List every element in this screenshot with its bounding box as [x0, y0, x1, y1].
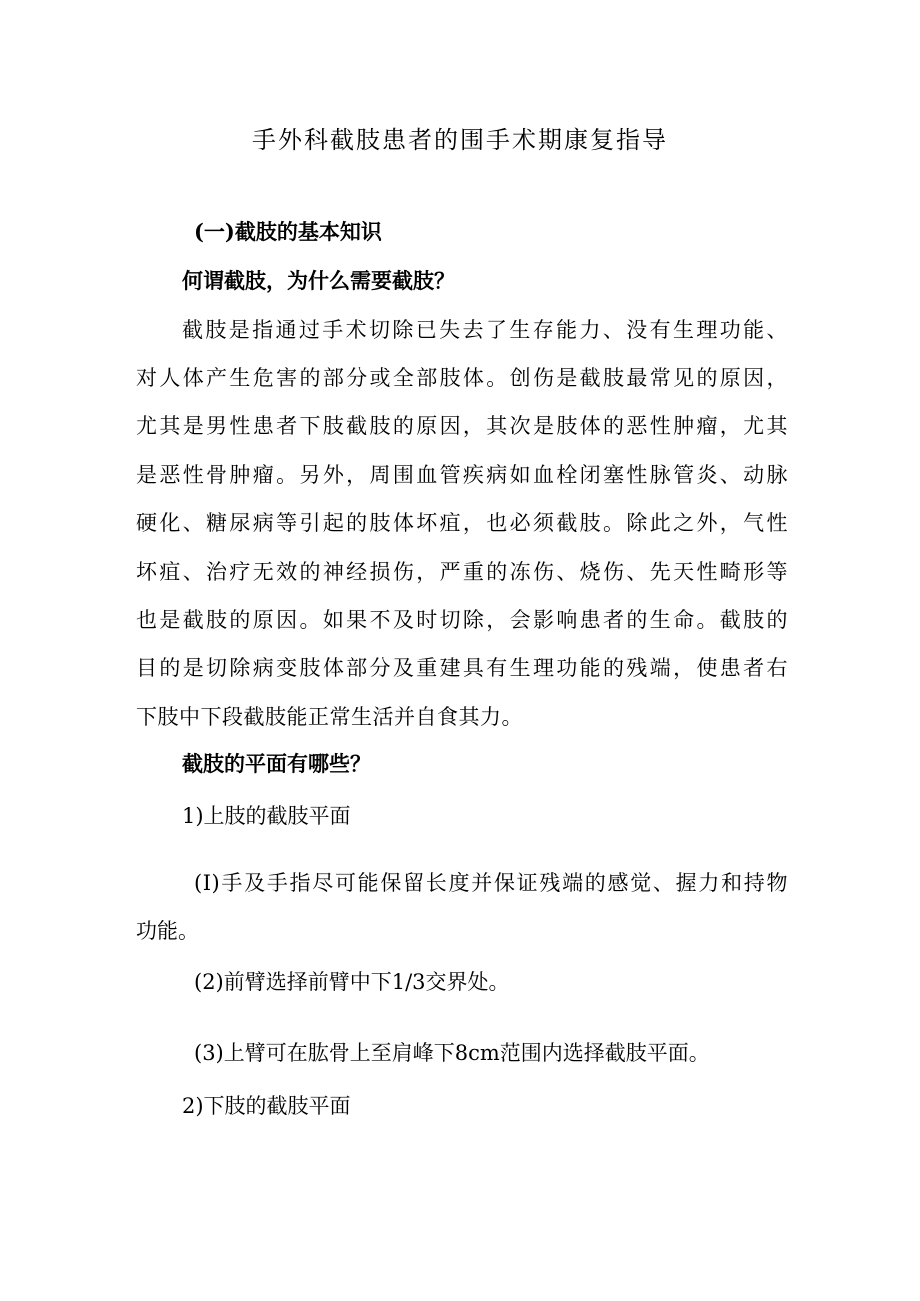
list-item-hand: (I)手及手指尽可能保留长度并保证残端的感觉、握力和持物 [194, 871, 788, 895]
document-title: 手外科截肢患者的围手术期康复指导 [252, 126, 668, 154]
paragraph-line: 硬化、糖尿病等引起的肢体坏疽，也必须截肢。除此之外，气性 [136, 511, 788, 535]
paragraph-line: 尤其是男性患者下肢截肢的原因，其次是肢体的恶性肿瘤，尤其 [136, 414, 788, 438]
paragraph-line: 下肢中下段截肢能正常生活并自食其力。 [136, 705, 523, 729]
paragraph-line: 也是截肢的原因。如果不及时切除，会影响患者的生命。截肢的 [136, 608, 788, 632]
upper-limb-heading: 1)上肢的截肢平面 [182, 804, 351, 828]
list-item-forearm: (2)前臂选择前臂中下1/3交界处。 [194, 970, 510, 994]
section-heading: (一)截肢的基本知识 [194, 219, 382, 244]
list-item-hand-continued: 功能。 [136, 919, 199, 943]
paragraph-line: 是恶性骨肿瘤。另外，周围血管疾病如血栓闭塞性脉管炎、动脉 [136, 463, 788, 487]
question-heading-what-is-amputation: 何谓截肢，为什么需要截肢？ [182, 268, 455, 293]
paragraph-line: 目的是切除病变肢体部分及重建具有生理功能的残端，使患者右 [136, 656, 788, 680]
question-heading-amputation-levels: 截肢的平面有哪些？ [182, 751, 371, 776]
paragraph-line: 坏疽、治疗无效的神经损伤，严重的冻伤、烧伤、先天性畸形等 [136, 560, 788, 584]
paragraph-line: 对人体产生危害的部分或全部肢体。创伤是截肢最常见的原因， [136, 366, 788, 390]
list-item-upper-arm: (3)上臂可在肱骨上至肩峰下8cm范围内选择截肢平面。 [194, 1041, 710, 1065]
paragraph-line: 截肢是指通过手术切除已失去了生存能力、没有生理功能、 [182, 318, 788, 342]
lower-limb-heading: 2)下肢的截肢平面 [182, 1094, 351, 1118]
